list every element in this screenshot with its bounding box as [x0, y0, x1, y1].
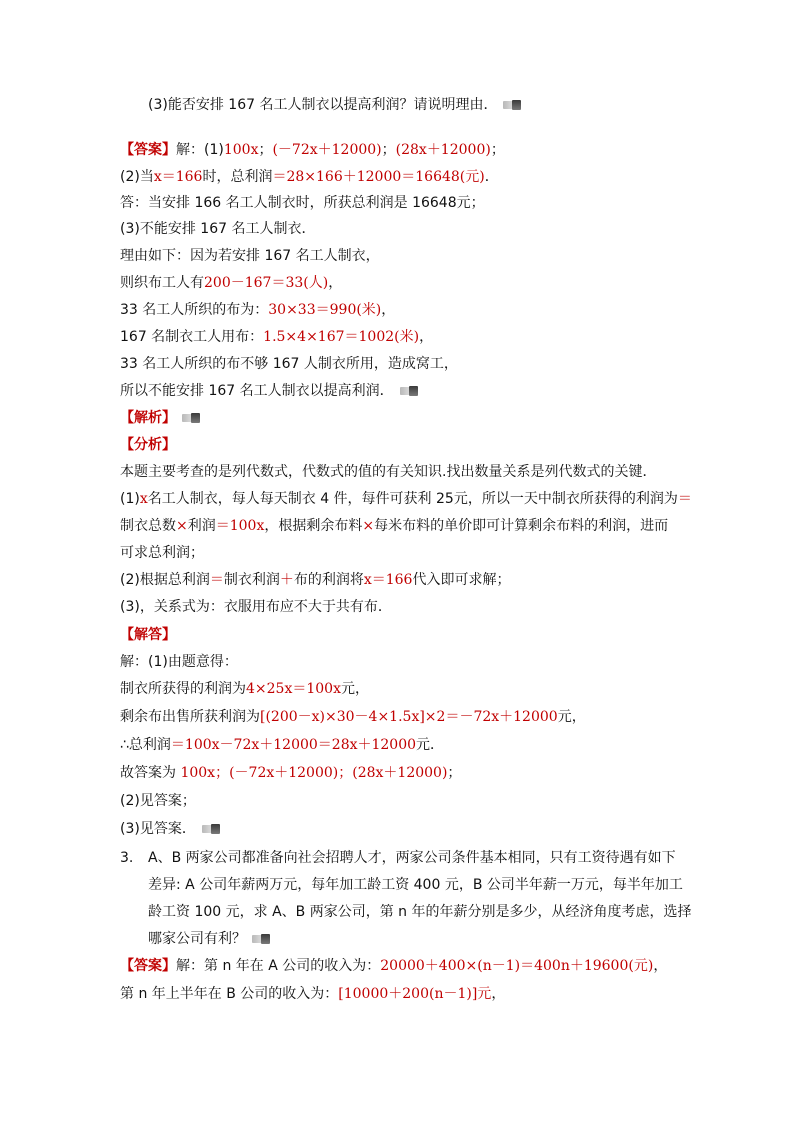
math: x — [139, 491, 148, 507]
text: 制衣利润 — [223, 572, 280, 588]
question-4-l4 — [148, 928, 734, 950]
answer-sep: ； — [381, 142, 396, 158]
fenxi-p1: 本题主要考查的是列代数式，代数式的值的有关知识.找出数量关系是列代数式的关键． — [120, 464, 657, 480]
math: 4×25x＝100x — [246, 681, 341, 697]
math: ＝ — [677, 491, 692, 507]
jieda-l1: 解：(1)由题意得： — [120, 654, 238, 670]
jieda-l4 — [120, 734, 734, 756]
math: x＝166 — [153, 169, 203, 185]
text: 故答案为 — [120, 765, 181, 781]
answer-tag: 【答案】 — [120, 958, 176, 974]
jieda-l3 — [120, 706, 734, 728]
answer-line-5: 理由如下：因为若安排 167 名工人制衣， — [120, 248, 380, 264]
text: 每米布料的单价即可计算剩余布料的利润，进而 — [374, 518, 669, 534]
jieda-l5 — [120, 762, 734, 784]
question-4-l2: 差异: A 公司年薪两万元，每年加工龄工资 400 元，B 公司半年薪一万元，每半年加工 — [148, 877, 683, 893]
math: ＋ — [279, 572, 294, 588]
text: 则织布工人有 — [120, 275, 204, 291]
fenxi-p4: 可求总利润； — [120, 545, 204, 561]
math: × — [176, 518, 188, 534]
answer-sep: ； — [258, 142, 273, 158]
math: × — [362, 518, 375, 534]
jieda-l6: (2)见答案； — [120, 793, 196, 809]
answer-line-9: 33 名工人所织的布不够 167 人制衣所用，造成窝工， — [120, 356, 458, 372]
math: x＝166 — [363, 572, 413, 588]
answer-a3: (28x＋12000) — [395, 142, 491, 158]
jieda-tag-line — [120, 624, 734, 646]
text: 布的利润将 — [293, 572, 364, 588]
answer-line-10 — [120, 380, 734, 402]
text: 元， — [340, 681, 369, 697]
text: (2)当 — [120, 169, 154, 185]
text: 制衣所获得的利润为 — [120, 681, 246, 697]
question-text: (3)能否安排 167 名工人制衣以提高利润？请说明理由． — [148, 97, 498, 113]
answer-line-1 — [120, 139, 734, 161]
answer-a1: 100x — [223, 142, 259, 158]
answer-line-2 — [120, 166, 734, 188]
math: 200－167＝33(人) — [204, 275, 329, 291]
jieda-l7 — [120, 818, 734, 840]
text: ， — [491, 986, 506, 1002]
math: ＝100x — [215, 518, 265, 534]
text: 元． — [416, 737, 445, 753]
text: 剩余布出售所获利润为 — [120, 709, 260, 725]
math: ＝100x－72x＋12000＝28x＋12000 — [170, 737, 417, 753]
text: ∴总利润 — [120, 737, 171, 753]
fenxi-p6: (3)，关系式为：衣服用布应不大于共有布． — [120, 599, 392, 615]
answer-line-4: (3)不能安排 167 名工人制衣． — [120, 221, 316, 237]
question-4-l3: 龄工资 100 元，求 A、B 两家公司，第 n 年的年薪分别是多少，从经济角度考虑，选择 — [148, 904, 692, 920]
text: ， — [328, 275, 343, 291]
math: ＝ — [209, 572, 224, 588]
math: 30×33＝990(米) — [268, 302, 382, 318]
fenxi-p3 — [120, 515, 734, 537]
math: [(200－x)×30－4×1.5x]×2＝－72x＋12000 — [260, 709, 558, 725]
question-number: 3. — [120, 850, 134, 866]
answer-line-7 — [120, 299, 734, 321]
math: 100x；(－72x＋12000)；(28x＋12000) — [180, 765, 448, 781]
video-icon[interactable] — [400, 386, 418, 396]
answer-a2: (－72x＋12000) — [272, 142, 382, 158]
answer-line-8 — [120, 326, 734, 348]
answer-tag: 【答案】 — [120, 142, 176, 158]
math: [10000＋200(n－1)]元 — [338, 986, 492, 1002]
video-icon[interactable] — [202, 824, 220, 834]
text: 解：第 n 年在 A 公司的收入为： — [176, 958, 381, 974]
text: 代入即可求解； — [412, 572, 511, 588]
text: ，根据剩余布料 — [264, 518, 363, 534]
jieda-l2 — [120, 678, 734, 700]
question-3-line — [148, 94, 734, 116]
text: 167 名制衣工人用布： — [120, 329, 264, 345]
fenxi-p5 — [120, 569, 734, 591]
math: ＝28×166＋12000＝16648(元) — [272, 169, 485, 185]
fenxi-tag: 【分析】 — [120, 437, 176, 453]
answer2-l2 — [120, 983, 734, 1005]
answer-lead: 解：(1) — [176, 142, 224, 158]
text: 33 名工人所织的布为： — [120, 302, 269, 318]
text: ； — [447, 765, 462, 781]
video-icon[interactable] — [252, 934, 270, 944]
text: 时，总利润 — [202, 169, 273, 185]
answer2-l1 — [120, 955, 734, 977]
jieda-tag: 【解答】 — [120, 627, 176, 643]
text: ． — [484, 169, 499, 185]
text: (3)见答案． — [120, 821, 196, 837]
video-icon[interactable] — [182, 413, 200, 423]
video-icon[interactable] — [503, 100, 521, 110]
answer-line-6 — [120, 272, 734, 294]
answer-line-3: 答：当安排 166 名工人制衣时，所获总利润是 16648元； — [120, 195, 485, 211]
fenxi-p2: (1)x名工人制衣，每人每天制衣 4 件，每件可获利 25元，所以一天中制衣所获得的利润为＝ — [120, 491, 692, 507]
text: 制衣总数 — [120, 518, 176, 534]
text: ， — [381, 302, 396, 318]
question-4-l1: A、B 两家公司都准备向社会招聘人才，两家公司条件基本相同，只有工资待遇有如下 — [148, 850, 676, 866]
answer-end: ； — [490, 142, 505, 158]
text: ， — [419, 329, 434, 345]
text: 利润 — [187, 518, 216, 534]
text: 元， — [557, 709, 586, 725]
math: 20000＋400×(n－1)＝400n＋19600(元) — [380, 958, 654, 974]
fenxi-tag-line — [120, 434, 734, 456]
text: 哪家公司有利？ — [148, 931, 246, 947]
text: 第 n 年上半年在 B 公司的收入为： — [120, 986, 339, 1002]
text: ， — [653, 958, 668, 974]
text: 名工人制衣，每人每天制衣 4 件，每件可获利 25元，所以一天中制衣所获得的利润为 — [147, 491, 678, 507]
jiexi-tag: 【解析】 — [120, 410, 176, 426]
text: 所以不能安排 167 名工人制衣以提高利润． — [120, 383, 394, 399]
math: 1.5×4×167＝1002(米) — [263, 329, 420, 345]
text: (2)根据总利润 — [120, 572, 210, 588]
jiexi-line — [120, 407, 734, 429]
